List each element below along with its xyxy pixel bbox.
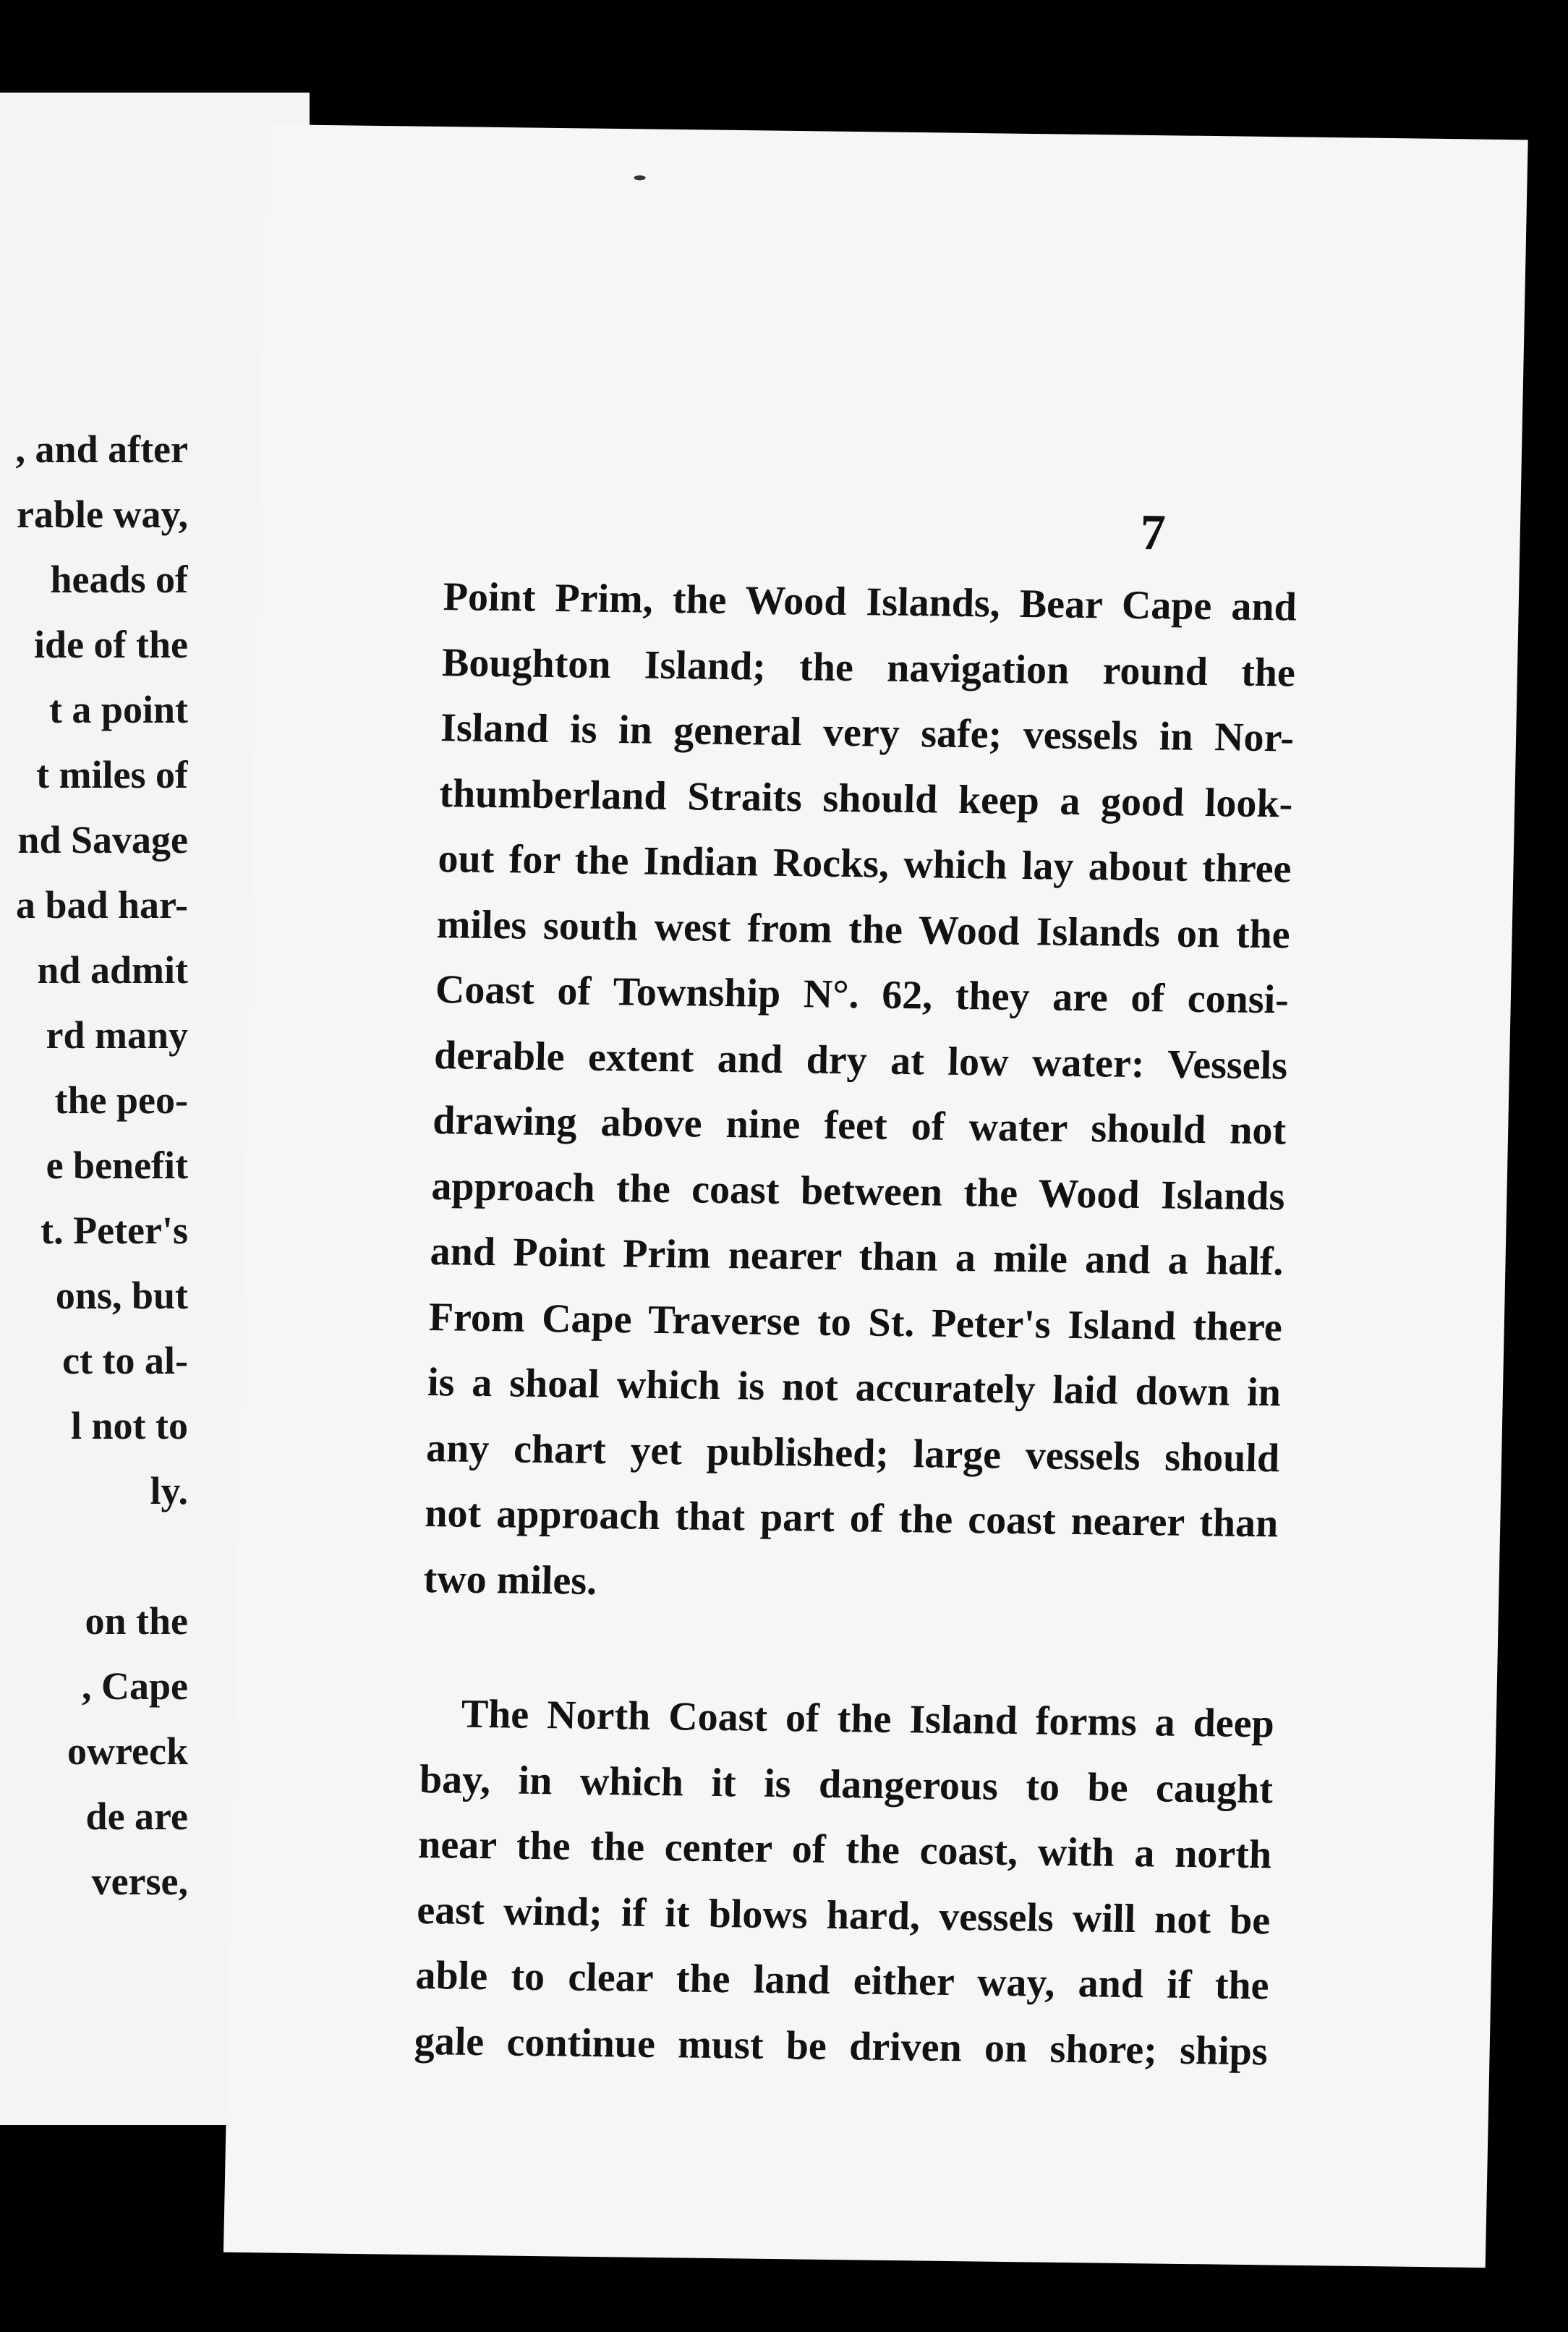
left-line: nd Savage <box>17 818 188 861</box>
text-line: not approach that part of the coast nearer than <box>424 1491 1279 1546</box>
text-line: any chart yet published; large vessels should <box>425 1425 1280 1481</box>
text-line: drawing above nine feet of water should not <box>432 1098 1287 1154</box>
text-line: miles south west from the Wood Islands on the <box>436 901 1291 957</box>
left-line <box>0 1523 188 1588</box>
text-line: able to clear the land either way, and if the <box>415 1952 1270 2009</box>
text-line: bay, in which it is dangerous to be caught <box>419 1756 1274 1812</box>
text-line: Point Prim, the Wood Islands, Bear Cape and <box>443 574 1298 630</box>
left-line: on the <box>85 1599 188 1643</box>
text-line: near the the center of the coast, with a north <box>417 1821 1272 1878</box>
left-line: ly. <box>150 1469 188 1512</box>
page-body <box>414 564 1298 2084</box>
left-line: rable way, <box>17 493 188 536</box>
text-line: east wind; if it blows hard, vessels will not be <box>416 1887 1271 1943</box>
ink-speck <box>634 175 645 180</box>
left-line: , and after <box>15 427 188 471</box>
left-line: t. Peter's <box>41 1209 188 1252</box>
text-line: Island is in general very safe; vessels in Nor- <box>440 705 1295 761</box>
text-line: thumberland Straits should keep a good look- <box>438 770 1293 826</box>
text-line: Boughton Island; the navigation round the <box>441 639 1296 696</box>
text-line: The North Coast of the Island forms a deep <box>461 1691 1275 1747</box>
text-line: and Point Prim nearer than a mile and a half. <box>430 1229 1284 1285</box>
paragraph-gap <box>422 1612 1277 1691</box>
left-line: a bad har- <box>15 883 188 927</box>
left-line: nd admit <box>37 948 188 992</box>
left-line: rd many <box>46 1013 188 1057</box>
left-line: de are <box>85 1795 188 1838</box>
current-page <box>223 124 1528 2268</box>
text-line: gale continue must be driven on shore; ships <box>414 2018 1269 2074</box>
left-line: verse, <box>91 1860 188 1903</box>
left-line: e benefit <box>46 1144 188 1187</box>
text-line: is a shoal which is not accurately laid down in <box>427 1360 1282 1416</box>
text-line: approach the coast between the Wood Islands <box>430 1163 1285 1219</box>
left-line: owreck <box>67 1729 188 1773</box>
previous-page-text <box>0 417 188 1914</box>
text-line: out for the Indian Rocks, which lay about three <box>438 836 1292 892</box>
text-line: Coast of Township N°. 62, they are of consi- <box>435 967 1290 1023</box>
text-line: two miles. <box>423 1556 597 1604</box>
left-line: heads of <box>50 558 188 601</box>
left-line: ide of the <box>34 623 188 666</box>
left-line: , Cape <box>82 1664 188 1708</box>
left-line: l not to <box>71 1404 188 1447</box>
left-line: ct to al- <box>62 1339 188 1382</box>
left-line: t a point <box>48 688 188 731</box>
left-line: t miles of <box>36 753 188 796</box>
left-line: the peo- <box>54 1078 188 1122</box>
page-number: 7 <box>1139 504 1167 561</box>
left-line: ons, but <box>55 1274 188 1317</box>
text-line: From Cape Traverse to St. Peter's Island there <box>428 1294 1283 1350</box>
text-line: derable extent and dry at low water: Vessels <box>433 1032 1288 1088</box>
